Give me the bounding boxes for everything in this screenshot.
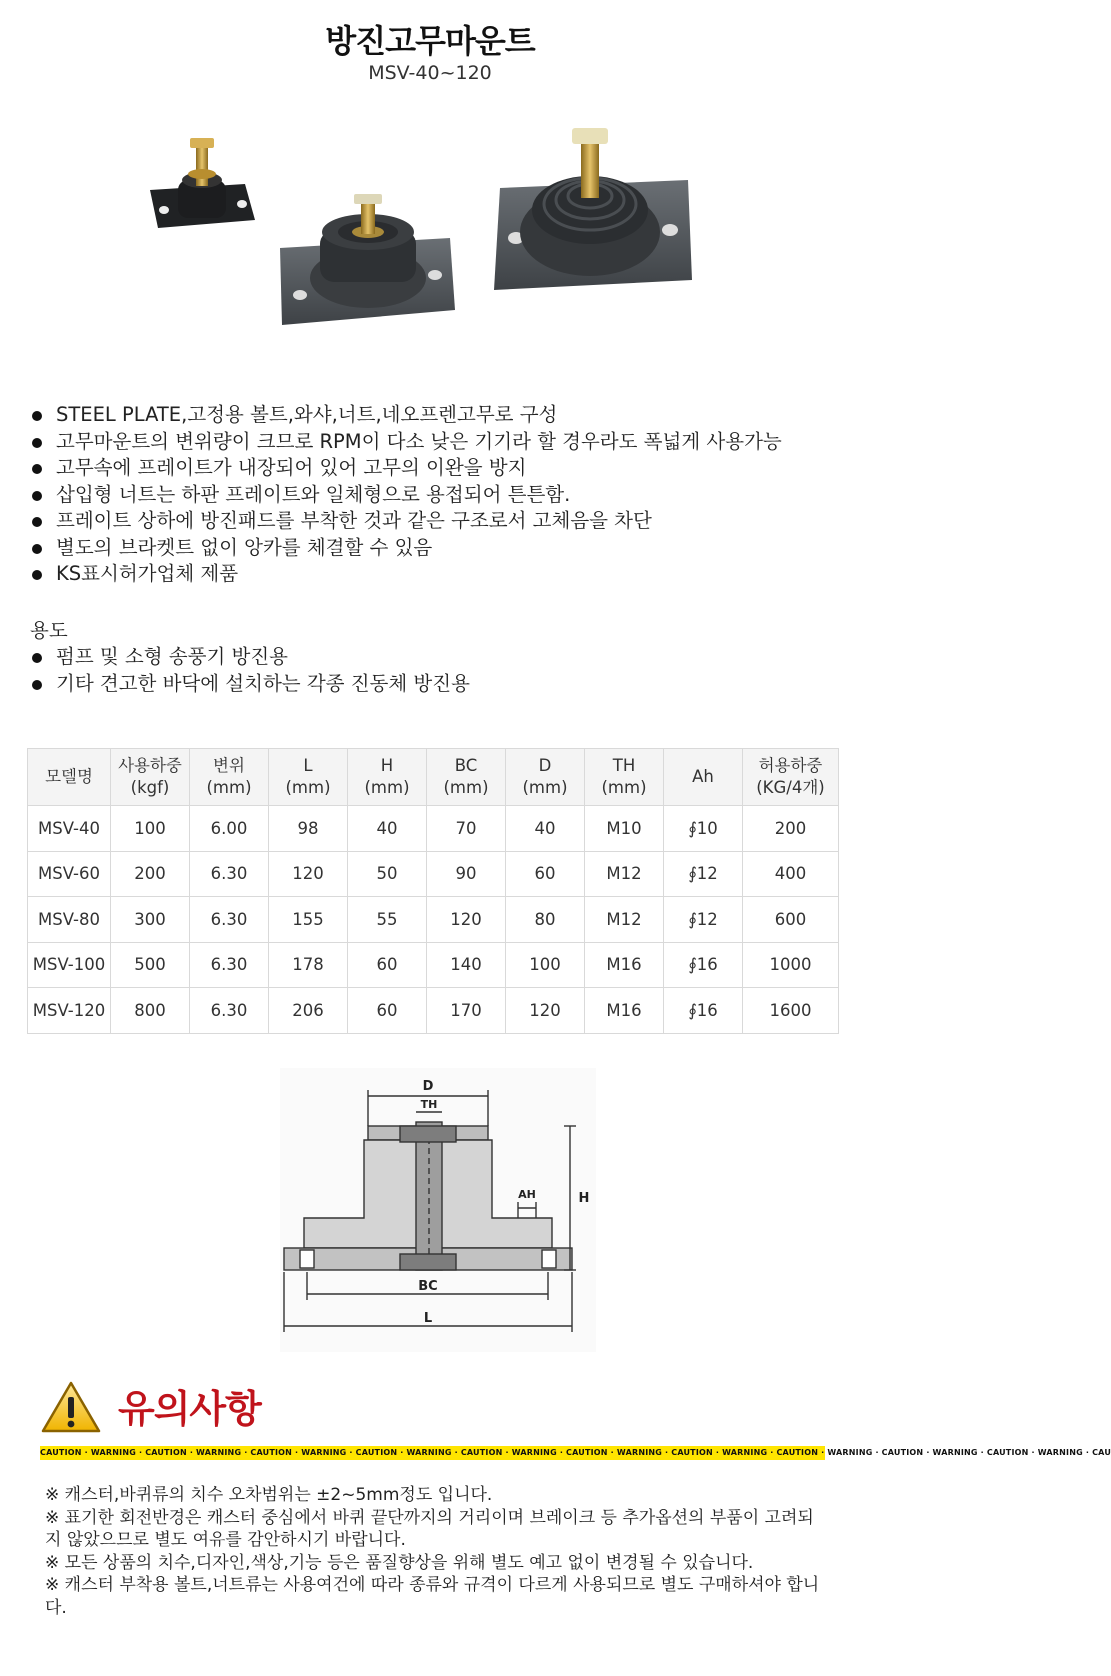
large-mount bbox=[494, 128, 692, 290]
model-range: MSV-40~120 bbox=[368, 62, 492, 84]
table-row bbox=[28, 988, 839, 1034]
label-th: TH bbox=[420, 1098, 438, 1111]
header-l: L (mm) bbox=[269, 749, 348, 806]
cell: 70 bbox=[427, 806, 506, 852]
feature-item: 고무마운트의 변위량이 크므로 RPM이 다소 낮은 기기라 할 경우라도 폭넓게 사용가능 bbox=[30, 429, 830, 456]
table-row bbox=[28, 897, 839, 943]
label-ah: AH bbox=[518, 1188, 536, 1201]
small-mount bbox=[150, 138, 255, 228]
cell: 600 bbox=[743, 897, 839, 943]
header-load: 사용하중 (kgf) bbox=[111, 749, 190, 806]
header-th: TH (mm) bbox=[585, 749, 664, 806]
usage-item: 펌프 및 소형 송풍기 방진용 bbox=[30, 644, 830, 671]
cell: M12 bbox=[585, 851, 664, 897]
cell: 98 bbox=[269, 806, 348, 852]
usage-item: 기타 견고한 바닥에 설치하는 각종 진동체 방진용 bbox=[30, 671, 830, 698]
cell: MSV-40 bbox=[28, 806, 111, 852]
cell: MSV-80 bbox=[28, 897, 111, 943]
cell: 6.30 bbox=[190, 988, 269, 1034]
cell: ∮16 bbox=[664, 988, 743, 1034]
cell: 120 bbox=[427, 897, 506, 943]
cell: MSV-100 bbox=[28, 942, 111, 988]
medium-mount bbox=[280, 194, 455, 325]
feature-item: 별도의 브라켓트 없이 앙카를 체결할 수 있음 bbox=[30, 535, 830, 562]
warning-triangle-icon bbox=[40, 1380, 102, 1435]
cell: 200 bbox=[111, 851, 190, 897]
feature-item: 고무속에 프레이트가 내장되어 있어 고무의 이완을 방지 bbox=[30, 455, 830, 482]
header-model: 모델명 bbox=[28, 749, 111, 806]
cell: 500 bbox=[111, 942, 190, 988]
cell: 1000 bbox=[743, 942, 839, 988]
cell: ∮16 bbox=[664, 942, 743, 988]
cell: M16 bbox=[585, 988, 664, 1034]
note-item: ※ 표기한 회전반경은 캐스터 중심에서 바퀴 끝단까지의 거리이며 브레이크 등 추가옵션의 부품이 고려되지 않았으므로 별도 여유를 감안하시기 바랍니다. bbox=[45, 1507, 814, 1550]
note-item: ※ 캐스터,바퀴류의 치수 오차범위는 ±2~5mm정도 입니다. bbox=[45, 1485, 493, 1505]
cell: 178 bbox=[269, 942, 348, 988]
feature-item: 프레이트 상하에 방진패드를 부착한 것과 같은 구조로서 고체음을 차단 bbox=[30, 508, 830, 535]
product-photo bbox=[150, 120, 750, 360]
label-d: D bbox=[422, 1079, 434, 1094]
cell: 200 bbox=[743, 806, 839, 852]
header-d: D (mm) bbox=[506, 749, 585, 806]
header-allowable-load: 허용하중 (KG/4개) bbox=[743, 749, 839, 806]
cell: 100 bbox=[506, 942, 585, 988]
label-h: H bbox=[578, 1191, 590, 1206]
caution-stripe: CAUTION · WARNING · CAUTION · WARNING · CAUTION · WARNING · CAUTION · WARNING · CAUTION · WARNING · CAUTION · WARNING · CAUTION · WARNING · CAUTION · WARNING · CAUTION · WARNING · CAUTION · WARNING · CAU bbox=[40, 1446, 825, 1460]
feature-item: STEEL PLATE,고정용 볼트,와샤,너트,네오프렌고무로 구성 bbox=[30, 402, 830, 429]
note-item: ※ 캐스터 부착용 볼트,너트류는 사용여건에 따라 종류와 규격이 다르게 사용되므로 별도 구매하셔야 합니다. bbox=[45, 1575, 820, 1618]
spec-table bbox=[27, 748, 839, 1034]
header-h: H (mm) bbox=[348, 749, 427, 806]
page-title: 방진고무마운트 bbox=[325, 22, 535, 60]
cell: M12 bbox=[585, 897, 664, 943]
note-item: ※ 모든 상품의 치수,디자인,색상,기능 등은 품질향상을 위해 별도 예고 없이 변경될 수 있습니다. bbox=[45, 1552, 754, 1573]
cell: 120 bbox=[506, 988, 585, 1034]
cell: 800 bbox=[111, 988, 190, 1034]
feature-item: KS표시허가업체 제품 bbox=[30, 561, 830, 588]
header-ah: Ah bbox=[664, 749, 743, 806]
cell: MSV-60 bbox=[28, 851, 111, 897]
cell: 170 bbox=[427, 988, 506, 1034]
cell: ∮12 bbox=[664, 897, 743, 943]
feature-item: 삽입형 너트는 하판 프레이트와 일체형으로 용접되어 튼튼함. bbox=[30, 482, 830, 509]
cell: 80 bbox=[506, 897, 585, 943]
cell: 90 bbox=[427, 851, 506, 897]
header-bc: BC (mm) bbox=[427, 749, 506, 806]
cell: 6.30 bbox=[190, 897, 269, 943]
cell: 50 bbox=[348, 851, 427, 897]
cell: 155 bbox=[269, 897, 348, 943]
cell: MSV-120 bbox=[28, 988, 111, 1034]
cell: 55 bbox=[348, 897, 427, 943]
table-row bbox=[28, 942, 839, 988]
cell: 1600 bbox=[743, 988, 839, 1034]
cell: ∮10 bbox=[664, 806, 743, 852]
label-l: L bbox=[423, 1311, 433, 1326]
cell: 120 bbox=[269, 851, 348, 897]
cell: 100 bbox=[111, 806, 190, 852]
feature-list bbox=[30, 402, 830, 588]
cell: 40 bbox=[506, 806, 585, 852]
cell: 6.00 bbox=[190, 806, 269, 852]
cell: 60 bbox=[506, 851, 585, 897]
notes-section bbox=[45, 1484, 825, 1619]
usage-title: 용도 bbox=[30, 618, 68, 642]
cell: 400 bbox=[743, 851, 839, 897]
table-header-row bbox=[28, 749, 839, 806]
cross-section-diagram bbox=[280, 1068, 596, 1352]
table-row bbox=[28, 806, 839, 852]
feature-section bbox=[30, 402, 830, 697]
cell: 60 bbox=[348, 988, 427, 1034]
cell: 6.30 bbox=[190, 851, 269, 897]
label-bc: BC bbox=[418, 1279, 438, 1294]
table-row bbox=[28, 851, 839, 897]
cell: 60 bbox=[348, 942, 427, 988]
cell: 6.30 bbox=[190, 942, 269, 988]
cell: M10 bbox=[585, 806, 664, 852]
cell: ∮12 bbox=[664, 851, 743, 897]
cell: 206 bbox=[269, 988, 348, 1034]
usage-list bbox=[30, 644, 830, 697]
cell: M16 bbox=[585, 942, 664, 988]
cell: 40 bbox=[348, 806, 427, 852]
caution-title: 유의사항 bbox=[118, 1387, 261, 1431]
cell: 140 bbox=[427, 942, 506, 988]
header-displacement: 변위 (mm) bbox=[190, 749, 269, 806]
cell: 300 bbox=[111, 897, 190, 943]
